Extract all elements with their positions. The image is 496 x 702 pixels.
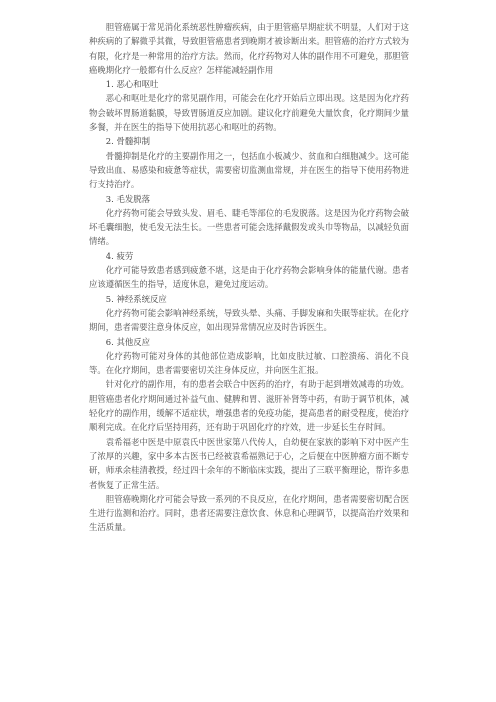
- paragraph-nervous-system: 化疗药物可能会影响神经系统，导致头晕、头痛、手脚发麻和失眠等症状。在化疗期间，患者需要注意身体反应，如出现异常情况应及时告诉医生。: [89, 307, 409, 333]
- paragraph-bone-marrow: 骨髓抑制是化疗的主要副作用之一，包括血小板减少、贫血和白细胞减少。这可能导致出血、易感染和疲惫等症状，需要密切监测血常规，并在医生的指导下使用药物进行支持治疗。: [89, 150, 409, 190]
- paragraph-tcm: 针对化疗的副作用，有的患者会联合中医药的治疗，有助于起到增效减毒的功效。胆管癌患者化疗期间通过补益气血、健脾和胃、滋肝补肾等中药，有助于调节机体，减轻化疗的副作用，缓解不适症状，增强患者的免疫功能，提高患者的耐受程度，使治疗顺利完成。在化疗后坚持用药，还有助于巩固化疗的疗效，进一步延长生存时间。: [89, 379, 409, 433]
- paragraph-nausea: 恶心和呕吐是化疗的常见副作用，可能会在化疗开始后立即出现。这是因为化疗药物会破坏胃肠道黏膜，导致胃肠道反应加剧。建议化疗前避免大量饮食，化疗期间少量多餐，并在医生的指导下使用抗恶心和呕吐的药物。: [89, 93, 409, 133]
- section-heading-nausea: 1. 恶心和呕吐: [105, 79, 159, 90]
- section-heading-fatigue: 4. 疲劳: [105, 250, 134, 261]
- paragraph-hair-loss: 化疗药物可能会导致头发、眉毛、睫毛等部位的毛发脱落。这是因为化疗药物会破坏毛囊细胞，使毛发无法生长。一些患者可能会选择戴假发或头巾等物品，以减轻负面情绪。: [89, 207, 409, 247]
- intro-paragraph: 胆管癌属于常见消化系统恶性肿瘤疾病，由于胆管癌早期症状不明显，人们对于这种疾病的了解微乎其微，导致胆管癌患者到晚期才被诊断出来。胆管癌的治疗方式较为有限，化疗是一种常用的治疗方法。然而，化疗药物对人体的副作用不可避免，那胆管癌晚期化疗一般都有什么反应？怎样能减轻副作用: [89, 22, 409, 75]
- section-heading-other: 6. 其他反应: [105, 336, 150, 347]
- section-heading-hair-loss: 3. 毛发脱落: [105, 193, 150, 204]
- paragraph-doctor: 袁希福老中医是中原袁氏中医世家第八代传人，自幼便在家族的影响下对中医产生了浓厚的兴趣，家中多本古医书已经被袁希福熟记于心，之后便在中医肿瘤方面不断专研，师承余桂清教授，经过四十余年的不断临床实践，提出了三联平衡理论，帮许多患者恢复了正常生活。: [89, 436, 409, 490]
- section-heading-bone-marrow: 2. 骨髓抑制: [105, 136, 150, 147]
- section-heading-nervous-system: 5. 神经系统反应: [105, 293, 167, 304]
- paragraph-fatigue: 化疗可能导致患者感到疲惫不堪，这是由于化疗药物会影响身体的能量代谢。患者应该遵循医生的指导，适度休息，避免过度运动。: [89, 265, 409, 290]
- article-body: [89, 20, 409, 535]
- paragraph-conclusion: 胆管癌晚期化疗可能会导致一系列的不良反应，在化疗期间，患者需要密切配合医生进行监测和治疗。同时，患者还需要注意饮食、休息和心理调节，以提高治疗效果和生活质量。: [89, 493, 409, 533]
- paragraph-other: 化疗药物可能对身体的其他部位造成影响，比如皮肤过敏、口腔溃疡、消化不良等。在化疗期间，患者需要密切关注身体反应，并向医生汇报。: [89, 350, 409, 376]
